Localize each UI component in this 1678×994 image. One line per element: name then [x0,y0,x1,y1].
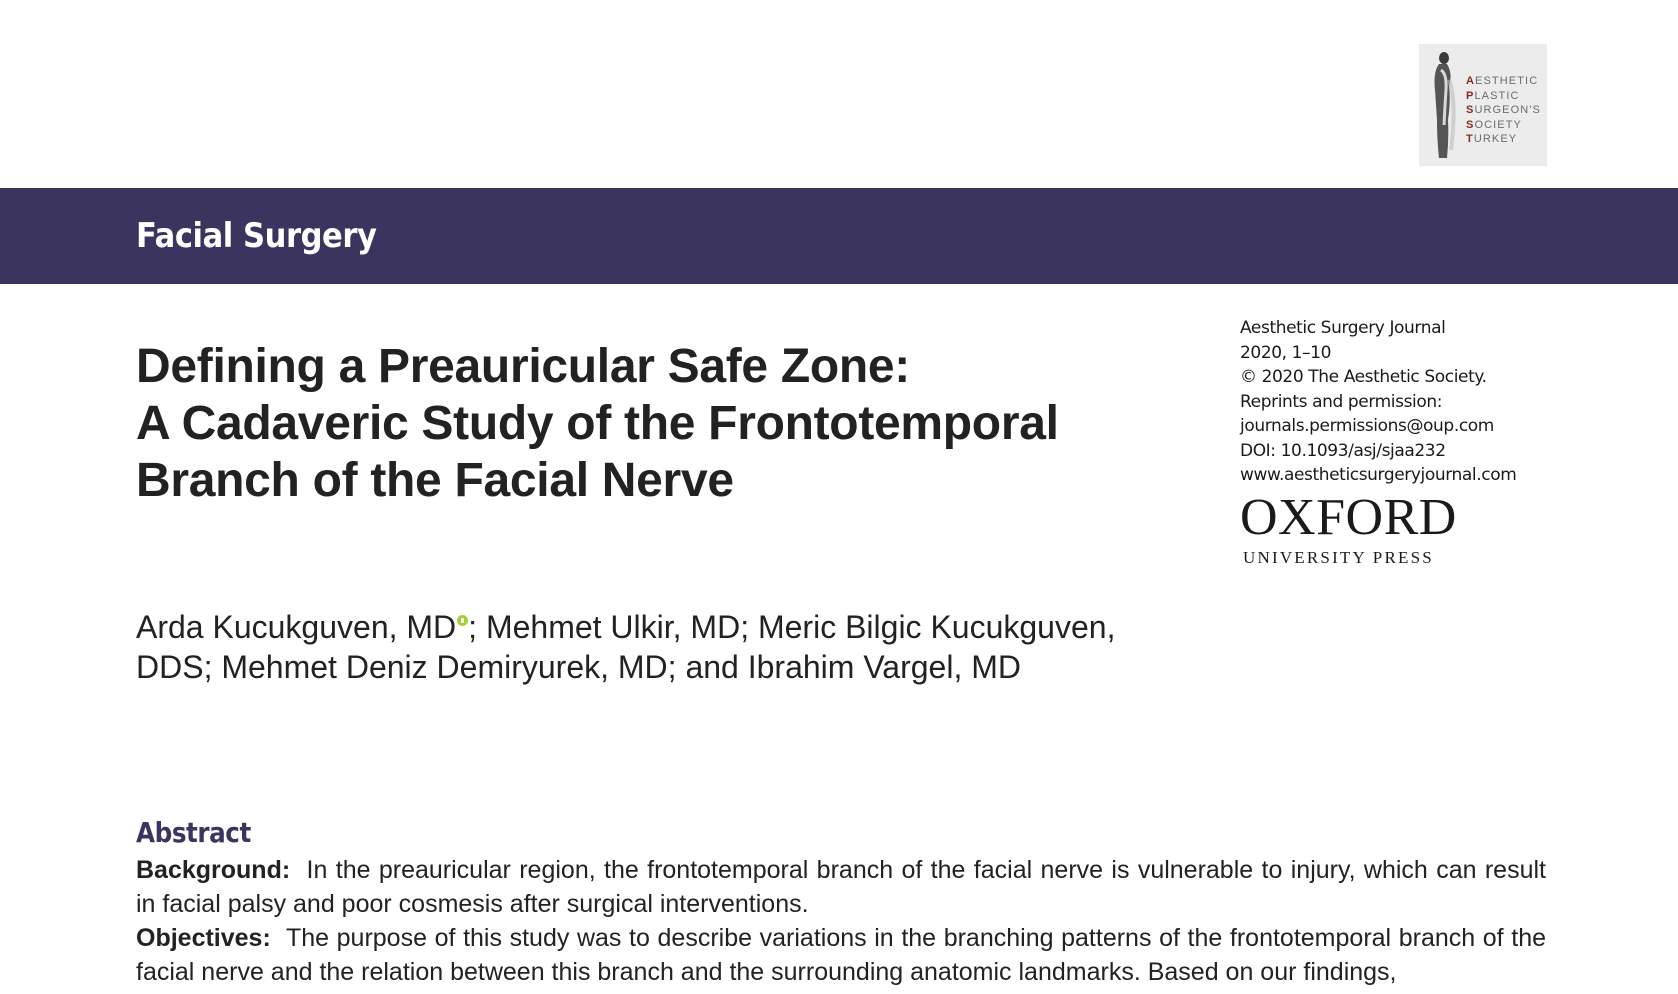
doi[interactable]: DOI: 10.1093/asj/sjaa232 [1240,440,1446,461]
author-names: DDS; Mehmet Deniz Demiryurek, MD; and Ibrahim Vargel, MD [136,649,1021,685]
author-list [136,607,1196,687]
orcid-icon[interactable] [457,615,468,626]
journal-year-pages: 2020, 1–10 [1240,342,1332,363]
journal-url[interactable]: www.aestheticsurgeryjournal.com [1240,465,1517,485]
abstract-objectives [136,921,1546,989]
section-label: Objectives: [136,924,271,952]
title-line: Branch of the Facial Nerve [136,454,734,507]
section-label: Background: [136,856,291,884]
statue-figure-icon [1427,50,1457,160]
article-title [136,338,1136,509]
journal-name: Aesthetic Surgery Journal [1240,318,1446,338]
society-logo [1419,44,1547,166]
permissions-email[interactable]: journals.permissions@oup.com [1240,416,1494,436]
section-label: Facial Surgery [136,216,377,256]
reprints-label: Reprints and permission: [1240,391,1443,412]
copyright: © 2020 The Aesthetic Society. [1240,367,1487,387]
section-text: In the preauricular region, the frontotemporal branch of the facial nerve is vulnerable to injury, which can result in facial palsy and poor cosmesis after surgical interventions. [136,856,1546,918]
oxford-wordmark: OXFORD [1240,489,1457,546]
abstract-body [136,853,1546,989]
section-text: The purpose of this study was to describe variations in the branching patterns of the frontotemporal branch of the facial nerve and the relation between this branch and the surrounding anatomic landmarks. Based on our findings, [136,924,1546,986]
title-line: A Cadaveric Study of the Frontotemporal [136,397,1059,450]
section-banner [0,188,1678,284]
society-name: AESTHETIC PLASTIC SURGEON'S SOCIETY TURKEY [1466,75,1541,145]
author-names: ; Mehmet Ulkir, MD; Meric Bilgic Kucukguven, [468,609,1116,645]
abstract-heading: Abstract [136,816,251,849]
journal-info [1240,316,1516,488]
abstract-background [136,853,1546,921]
oxford-logo [1240,489,1457,568]
title-line: Defining a Preauricular Safe Zone: [136,340,910,393]
author-name: Arda Kucukguven, MD [136,609,457,645]
university-press-wordmark: UNIVERSITY PRESS [1243,548,1434,567]
